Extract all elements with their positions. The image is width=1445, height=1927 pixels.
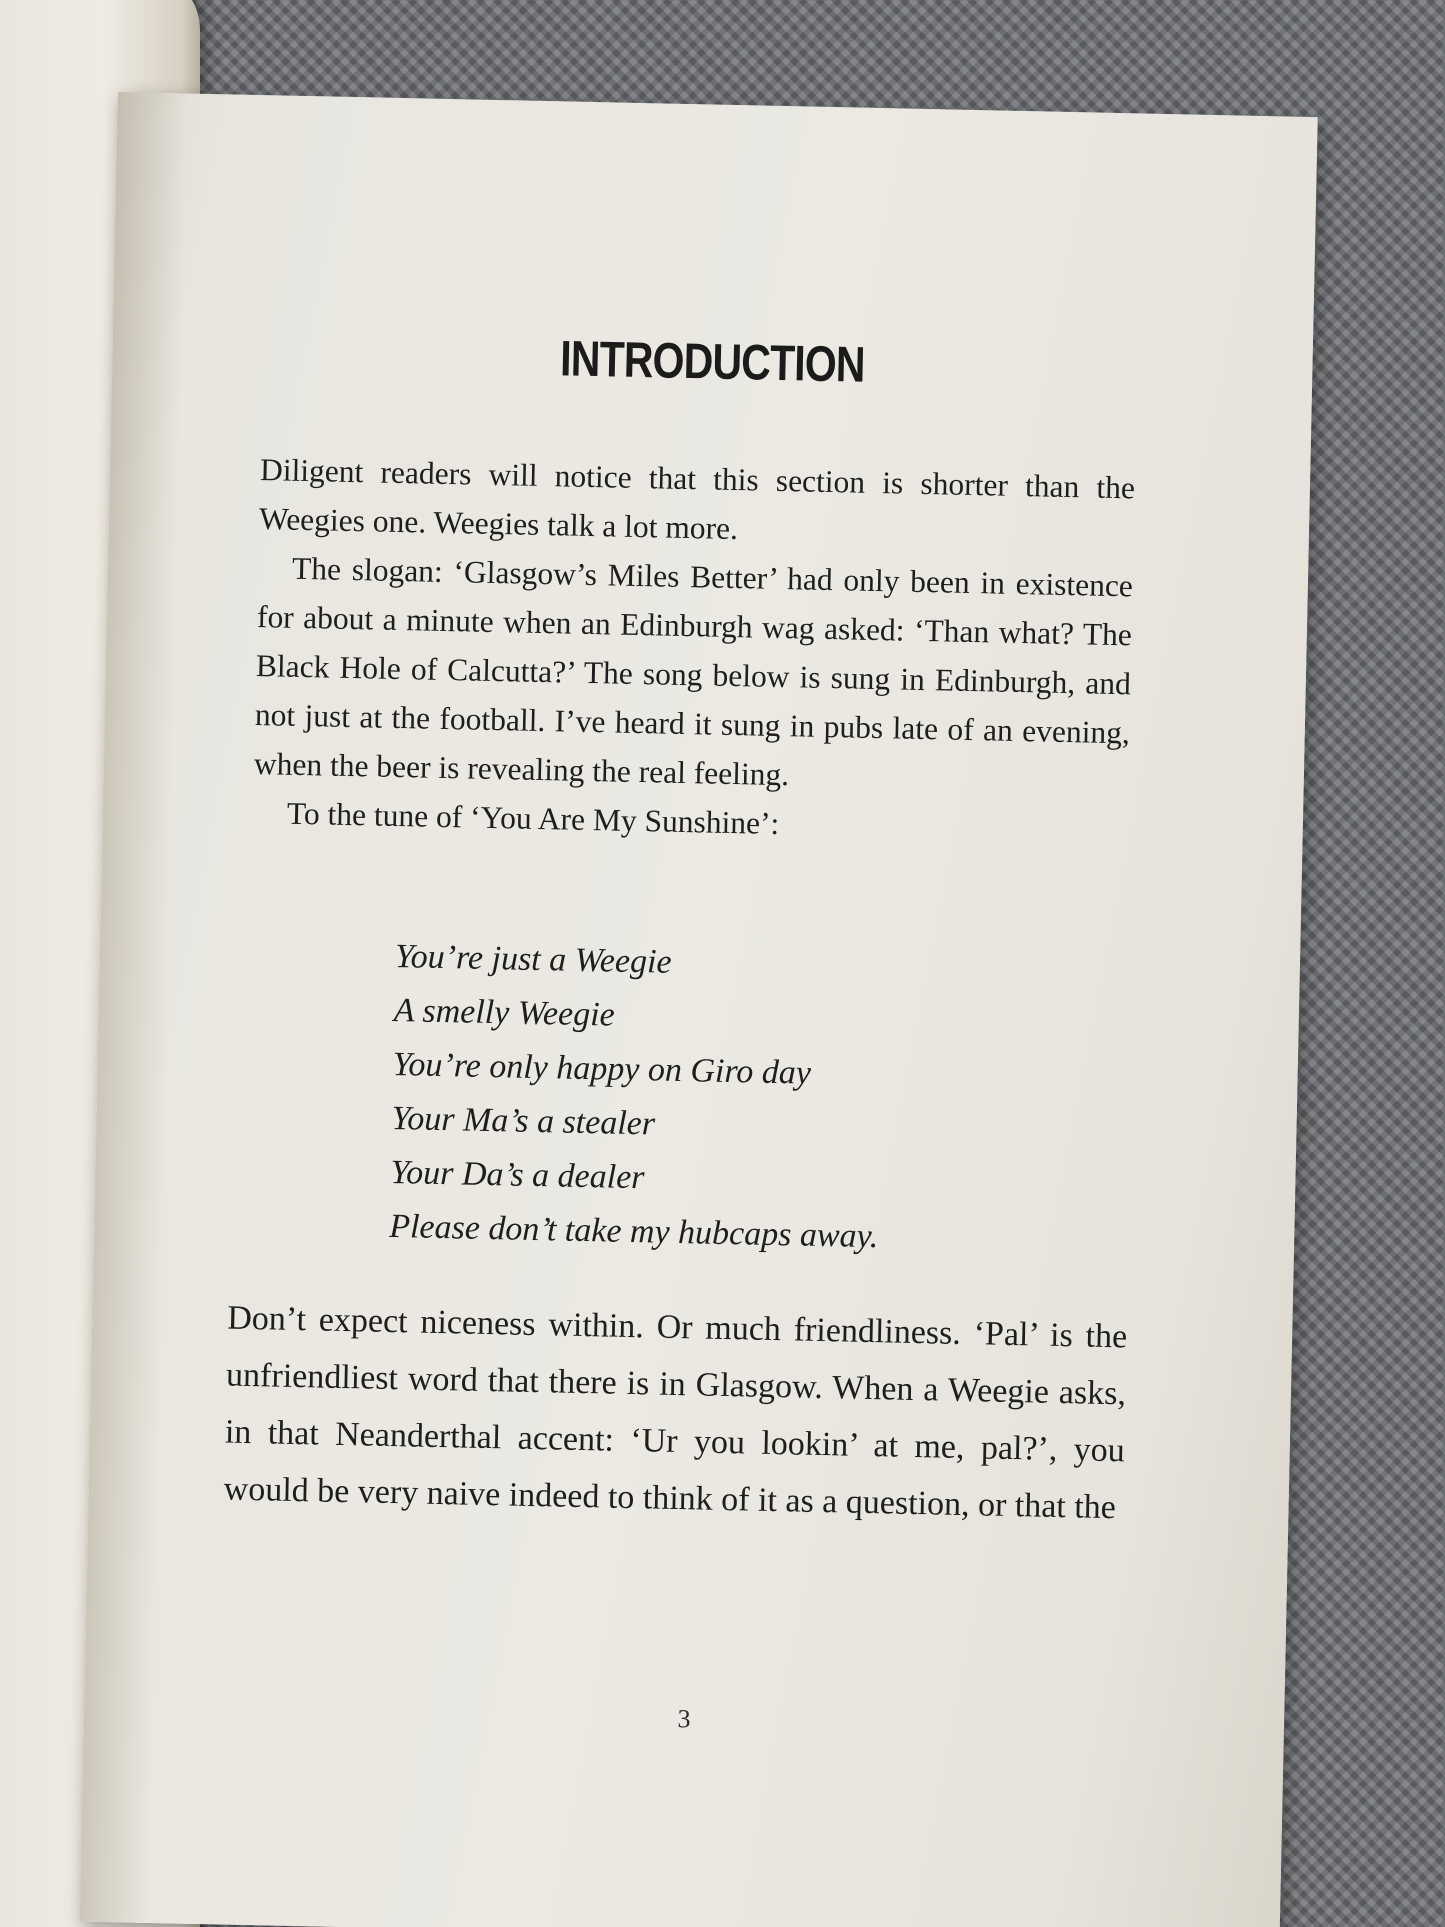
intro-paragraph-3: To the tune of ‘You Are My Sunshine’:	[286, 795, 780, 842]
verse-line: You’re just a Weegie	[394, 937, 673, 981]
verse-line: Please don’t take my hubcaps away.	[388, 1207, 879, 1256]
book-page	[80, 92, 1318, 1927]
intro-text	[252, 445, 1135, 855]
verse-line: You’re only happy on Giro day	[392, 1045, 812, 1092]
verse-line: Your Ma’s a stealer	[391, 1099, 656, 1143]
page-number: 3	[677, 1704, 691, 1734]
intro-paragraph-1: Diligent readers will notice that this section is shorter than the Weegies one. Weegies talk a lot more.	[258, 452, 1136, 547]
verse-line: A smelly Weegie	[393, 991, 616, 1034]
closing-paragraph: Don’t expect niceness within. Or much friendliness. ‘Pal’ is the unfriendliest word that there is in Glasgow. When a Weegie asks, in that Neanderthal accent: ‘Ur you lookin’ at me, pal?’, you would be very naive indeed to think of it as a question, or that the	[223, 1299, 1128, 1527]
intro-paragraph-2: The slogan: ‘Glasgow’s Miles Better’ had only been in existence for about a minute when an Edinburgh wag asked: ‘Than what? The Black Hole of Calcutta?’ The song below is sung in Edinburgh, and not just at the football. I’ve heard it sung in pubs late of an evening, when the beer is revealing the real feeling.	[253, 550, 1134, 793]
song-verse	[389, 930, 885, 1264]
closing-text	[223, 1290, 1128, 1537]
verse-line: Your Da’s a dealer	[390, 1153, 645, 1197]
page-heading: INTRODUCTION	[559, 330, 866, 393]
